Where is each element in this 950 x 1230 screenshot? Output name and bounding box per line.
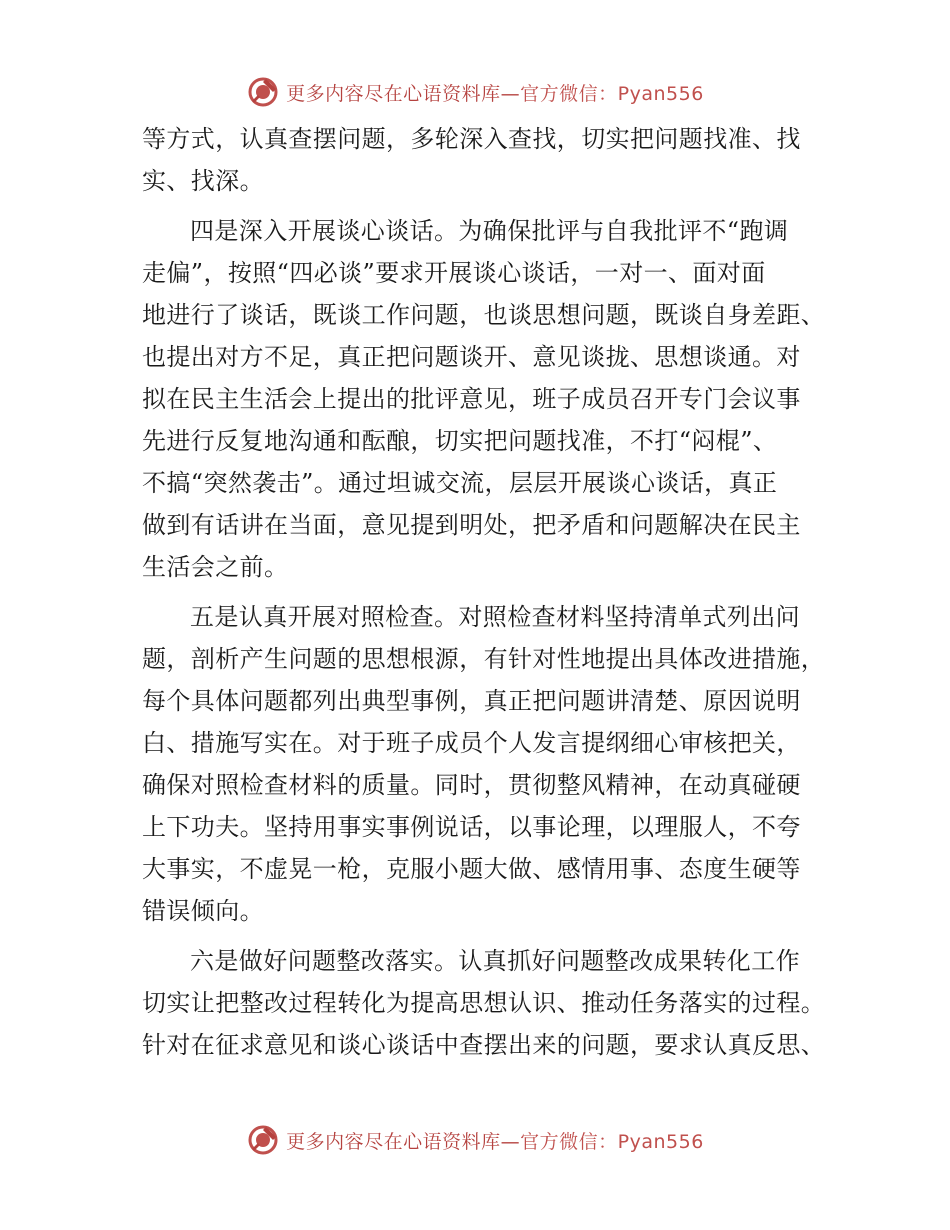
text-line: 确保对照检查材料的质量。同时，贯彻整风精神，在动真碰硬 [142, 771, 801, 799]
text-line: 大事实，不虚晃一枪，克服小题大做、感情用事、态度生硬等 [142, 855, 801, 883]
watermark-dash: — [500, 82, 521, 105]
text-line: 拟在民主生活会上提出的批评意见，班子成员召开专门会议事 [142, 385, 801, 413]
paragraph-1 [142, 118, 814, 202]
header-watermark-banner [0, 72, 950, 112]
text-line: 上下功夫。坚持用事实事例说话，以事论理，以理服人，不夸 [142, 813, 801, 841]
watermark-text [286, 1127, 704, 1154]
text-line: 切实让把整改过程转化为提高思想认识、推动任务落实的过程。 [142, 989, 826, 1017]
text-line: 也提出对方不足，真正把问题谈开、意见谈拢、思想谈通。对 [142, 343, 801, 371]
text-line: 实、找深。 [142, 167, 264, 195]
text-line: 走偏”，按照“四必谈”要求开展谈心谈话，一对一、面对面 [142, 259, 766, 287]
text-line: 六是做好问题整改落实。认真抓好问题整改成果转化工作 [190, 947, 800, 975]
watermark-brand: 更多内容尽在心语资料库 [286, 82, 501, 105]
text-line: 先进行反复地沟通和酝酿，切实把问题找准，不打“闷棍”、 [142, 427, 778, 455]
document-body [142, 118, 826, 1074]
text-line: 白、措施写实在。对于班子成员个人发言提纲细心审核把关， [142, 729, 801, 757]
text-line: 做到有话讲在当面，意见提到明处，把矛盾和问题解决在民主 [142, 511, 801, 539]
text-line: 等方式，认真查摆问题，多轮深入查找，切实把问题找准、找 [142, 125, 801, 153]
watermark-text [286, 79, 704, 106]
paragraph-3 [142, 596, 826, 932]
text-line: 生活会之前。 [142, 553, 289, 581]
pen-seal-logo-icon [246, 1123, 280, 1157]
watermark-wechat: 官方微信：Pyan556 [520, 82, 704, 105]
watermark-wechat: 官方微信：Pyan556 [520, 1130, 704, 1153]
text-line: 四是深入开展谈心谈话。为确保批评与自我批评不“跑调 [190, 217, 789, 245]
text-line: 题，剖析产生问题的思想根源，有针对性地提出具体改进措施， [142, 645, 826, 673]
text-line: 地进行了谈话，既谈工作问题，也谈思想问题，既谈自身差距、 [142, 301, 826, 329]
pen-seal-logo-icon [246, 75, 280, 109]
text-line: 不搞“突然袭击”。通过坦诚交流，层层开展谈心谈话，真正 [142, 469, 778, 497]
watermark-dash: — [500, 1130, 521, 1153]
footer-watermark-banner [0, 1120, 950, 1160]
paragraph-2 [142, 210, 826, 588]
watermark-brand: 更多内容尽在心语资料库 [286, 1130, 501, 1153]
text-line: 针对在征求意见和谈心谈话中查摆出来的问题，要求认真反思、 [142, 1031, 826, 1059]
text-line: 错误倾向。 [142, 897, 264, 925]
paragraph-4 [142, 940, 826, 1066]
text-line: 五是认真开展对照检查。对照检查材料坚持清单式列出问 [190, 603, 800, 631]
text-line: 每个具体问题都列出典型事例，真正把问题讲清楚、原因说明 [142, 687, 801, 715]
